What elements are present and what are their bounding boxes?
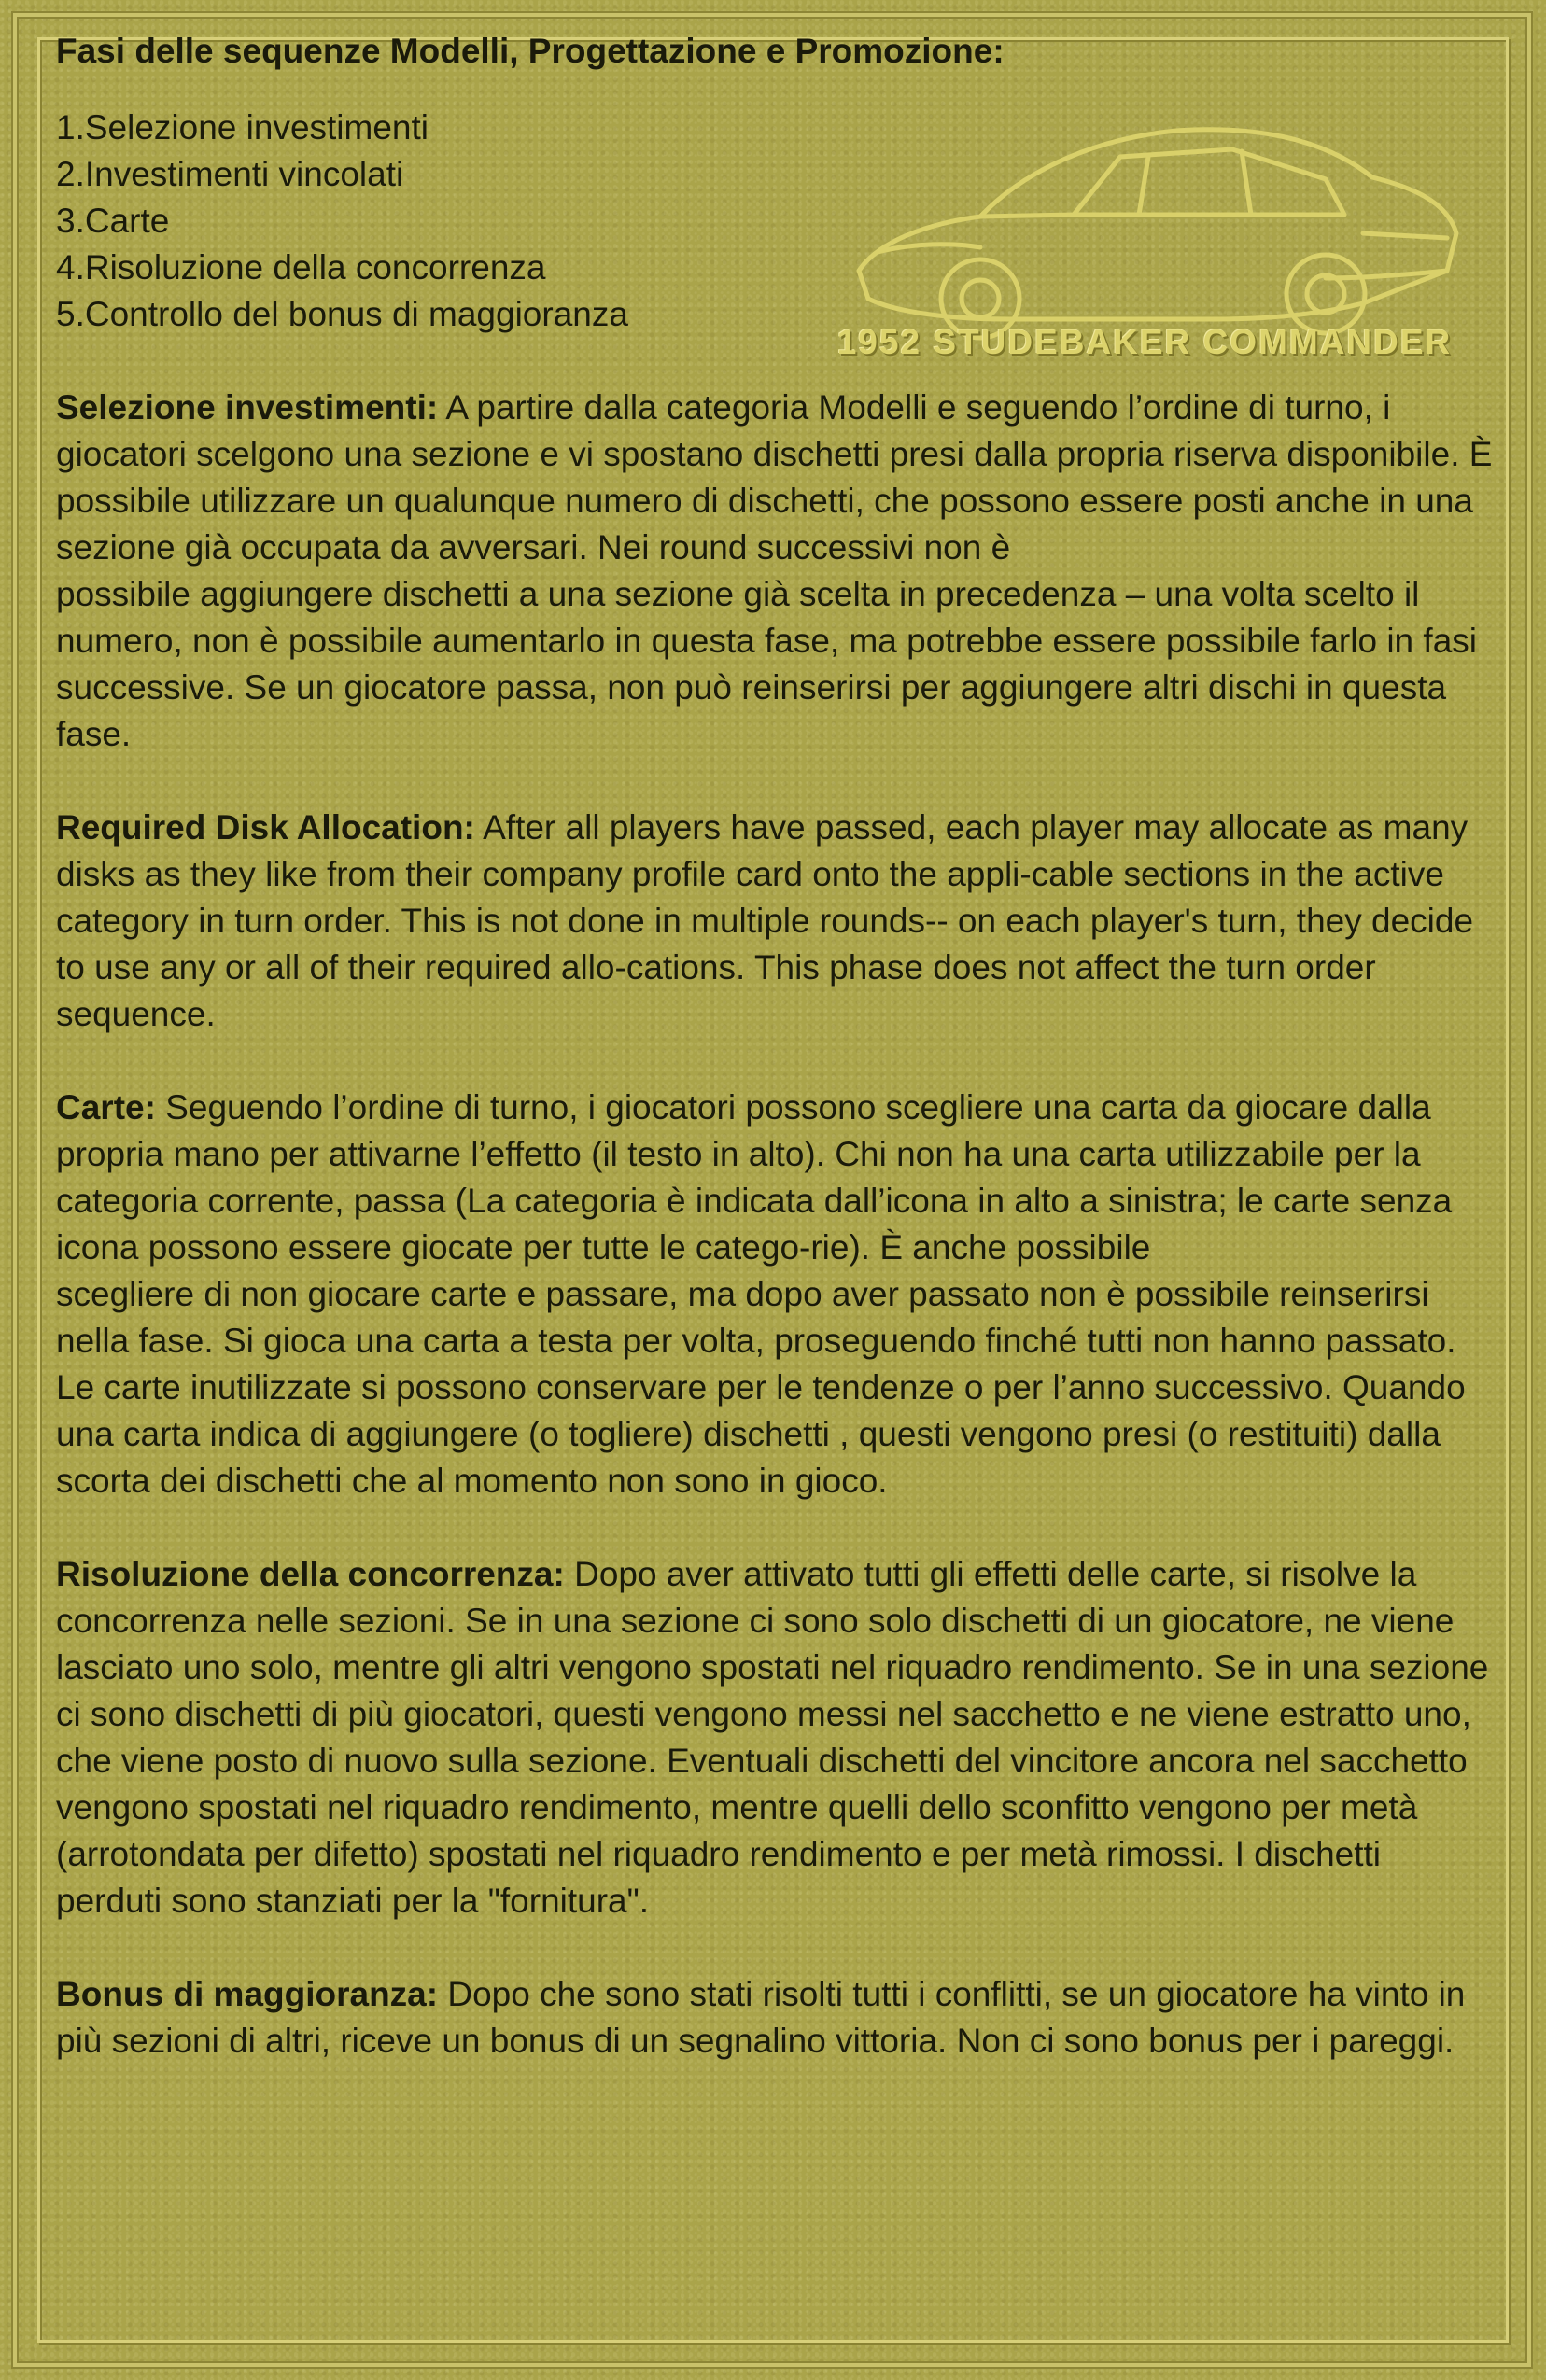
section-text: Dopo che sono stati risolti tutti i conflitti, se un giocatore ha vinto in più sezioni di altri, riceve un bonus di un segnalino vittoria. Non ci sono bonus per i pareggi. <box>56 1975 1466 2060</box>
section-text: After all players have passed, each player may allocate as many disks as they like from their company profile card onto the appli-cable sections in the active category in turn order. This is not done in multiple rounds-- on each player's turn, they decide to use any or all of their required allo-cations. This phase does not affect the turn order sequence. <box>56 808 1474 1033</box>
section-paragraph: possibile aggiungere dischetti a una sezione già scelta in precedenza – una volta scelto il numero, non è possibile aumentarlo in questa fase, ma potrebbe essere possibile farlo in fasi successive. Se un giocatore passa, non può reinserirsi per aggiungere altri dischi in questa fase. <box>56 575 1477 753</box>
section-heading: Required Disk Allocation: <box>56 808 475 847</box>
phase-item: 1.Selezione investimenti <box>56 108 429 147</box>
section-text: A partire dalla categoria Modelli e seguendo l’ordine di turno, i giocatori scelgono una sezione e vi spostano dischetti presi dalla propria riserva disponibile. È possibile utilizzare un qualunque numero di dischetti, che possono essere posti anche in una sezione già occupata da avversari. Nei round successivi non è <box>56 388 1493 567</box>
phase-item: 3.Carte <box>56 202 170 240</box>
page-title: Fasi delle sequenze Modelli, Progettazione e Promozione: <box>56 32 1005 70</box>
section-heading: Bonus di maggioranza: <box>56 1975 439 2013</box>
section-bonus-maggioranza <box>56 1971 1494 2065</box>
section-paragraph <box>56 805 1494 1038</box>
section-heading: Selezione investimenti: <box>56 388 439 427</box>
section-selezione-investimenti <box>56 385 1494 758</box>
section-risoluzione-concorrenza <box>56 1551 1494 1925</box>
phase-item: 5.Controllo del bonus di maggioranza <box>56 295 628 333</box>
section-carte <box>56 1085 1494 1505</box>
section-text: Seguendo l’ordine di turno, i giocatori possono scegliere una carta da giocare dalla propria mano per attivarne l’effetto (il testo in alto). Chi non ha una carta utilizzabile per la categoria corrente, passa (La categoria è indicata dall’icona in alto a sinistra; le carte senza icona possono essere giocate per tutte le catego-rie). È anche possibile <box>56 1088 1453 1267</box>
section-paragraph <box>56 1085 1494 1271</box>
section-heading: Risoluzione della concorrenza: <box>56 1555 565 1593</box>
section-paragraph <box>56 385 1494 571</box>
rules-content <box>56 28 1494 2065</box>
section-text: Dopo aver attivato tutti gli effetti delle carte, si risolve la concorrenza nelle sezioni. Se in una sezione ci sono solo dischetti di un giocatore, ne viene lasciato uno solo, mentre gli altri vengono spostati nel riquadro rendimento. Se in una sezione ci sono dischetti di più giocatori, questi vengono messi nel sacchetto e ne viene estratto uno, che viene posto di nuovo sulla sezione. Eventuali dischetti del vincitore ancora nel sacchetto vengono spostati nel riquadro rendimento, mentre quelli dello sconfitto vengono per metà (arrotondata per difetto) spostati nel riquadro rendimento e per metà rimossi. I dischetti perduti sono stanziati per la "fornitura". <box>56 1555 1489 1920</box>
phase-list <box>56 105 1494 338</box>
section-paragraph <box>56 1551 1494 1925</box>
section-paragraph: scegliere di non giocare carte e passare, ma dopo aver passato non è possibile reinserirsi nella fase. Si gioca una carta a testa per volta, proseguendo finché tutti non hanno passato. Le carte inutilizzate si possono conservare per le tendenze o per l’anno successivo. Quando una carta indica di aggiungere (o togliere) dischetti , questi vengono presi (o restituiti) dalla scorta dei dischetti che al momento non sono in gioco. <box>56 1275 1466 1500</box>
section-paragraph <box>56 1971 1494 2065</box>
phase-item: 4.Risoluzione della concorrenza <box>56 248 546 287</box>
section-heading: Carte: <box>56 1088 156 1127</box>
phase-item: 2.Investimenti vincolati <box>56 155 404 193</box>
emblem-caption: 1952 STUDEBAKER COMMANDER <box>836 323 1453 361</box>
section-required-disk-allocation <box>56 805 1494 1038</box>
